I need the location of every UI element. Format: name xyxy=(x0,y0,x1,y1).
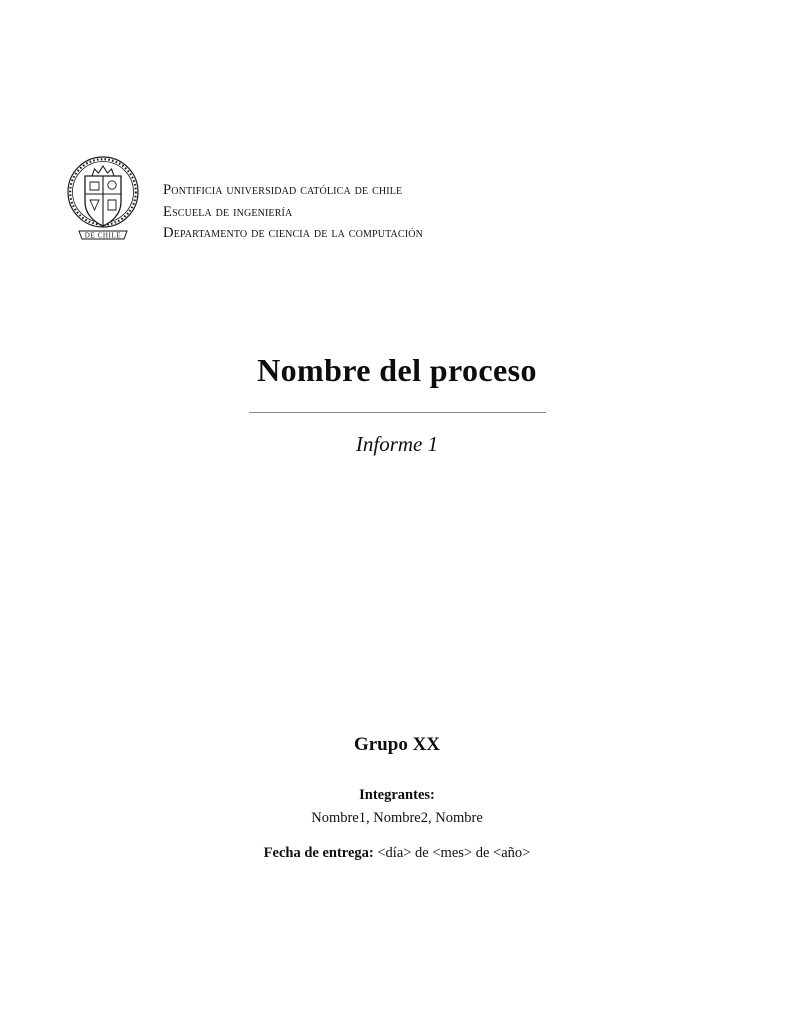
institution-line-department: Departamento de ciencia de la computación xyxy=(163,225,423,241)
institution-lines xyxy=(163,180,423,245)
page-title: Nombre del proceso xyxy=(257,352,537,388)
institution-line-school: Escuela de ingeniería xyxy=(163,203,293,220)
svg-text:DE CHILE: DE CHILE xyxy=(84,231,122,240)
due-date-label: Fecha de entrega: xyxy=(263,845,374,861)
letterhead xyxy=(66,150,423,250)
members-list: Nombre1, Nombre2, Nombre xyxy=(311,810,483,826)
title-divider xyxy=(249,412,546,413)
due-date xyxy=(0,845,794,862)
group-label: Grupo XX xyxy=(353,734,441,755)
due-date-value: <día> de <mes> de <año> xyxy=(377,845,531,861)
institution-line-university: Pontificia universidad católica de chile xyxy=(163,182,403,198)
page-subtitle: Informe 1 xyxy=(355,432,439,456)
members-label: Integrantes: xyxy=(359,787,435,803)
pucc-coat-of-arms-icon xyxy=(66,152,140,250)
